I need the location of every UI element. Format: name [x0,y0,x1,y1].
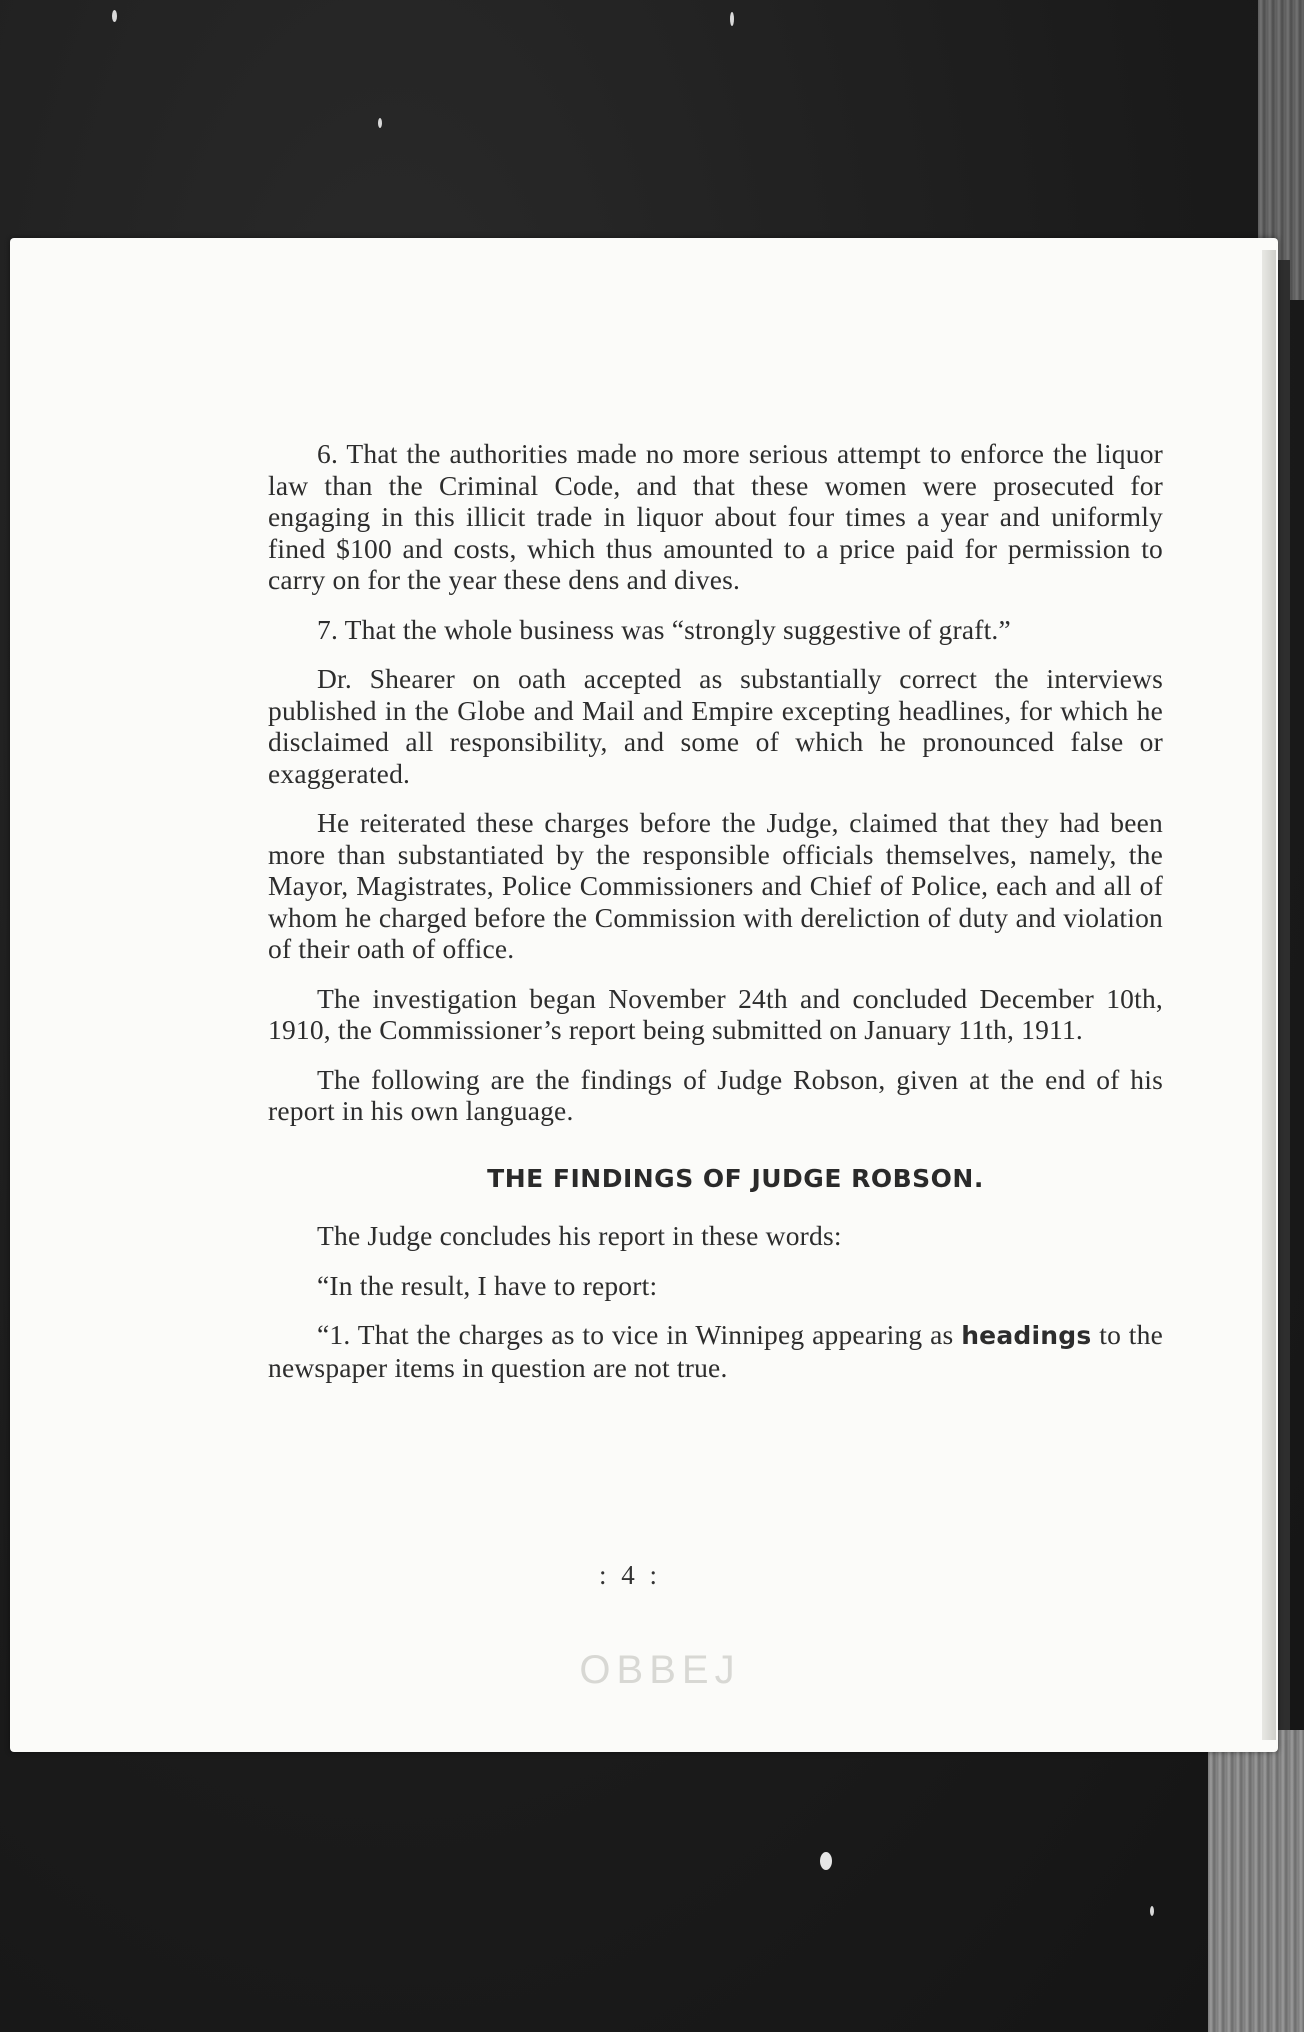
section-heading: THE FINDINGS OF JUDGE ROBSON. [487,1163,984,1193]
paragraph-item-7: 7. That the whole business was “strongly suggestive of graft.” [317,613,1011,645]
dust-speck [378,118,382,128]
paragraph-item-6: 6. That the authorities made no more serious attempt to enforce the liquor law than the Criminal Code, and that these women were prosecuted for engaging in this illicit trade in liquor about four times a year and uniformly fined $100 and costs, which thus amounted to a price paid for permission to carry on for the year these dens and dives. [268,438,1163,595]
book-binding-bottom [1208,1730,1304,2032]
finding-1-bold-word: headings [961,1321,1092,1350]
paragraph-investigation-dates: The investigation began November 24th and concluded December 10th, 1910, the Commissioner’s report being submitted on January 11th, 1911. [268,982,1163,1045]
paragraph-shearer-oath: Dr. Shearer on oath accepted as substantially correct the interviews published in the Globe and Mail and Empire excepting headlines, for which he disclaimed all responsibility, and some of which he pronounced false or exaggerated. [268,663,1163,789]
dust-speck [112,10,117,22]
dust-speck [1150,1906,1154,1916]
paragraph-judge-concludes: The Judge concludes his report in these words: [317,1220,842,1251]
paragraph-findings-intro: The following are the findings of Judge Robson, given at the end of his report in his own language. [268,1063,1163,1126]
finding-1-text-start: “1. That the charges as to vice in Winnipeg appearing as [317,1319,962,1350]
dust-speck [730,12,734,26]
paragraph-result-quote: “In the result, I have to report: [317,1269,658,1301]
page-text [268,438,1163,1401]
page-edge [1262,250,1276,1740]
paragraph-charges-reiterated: He reiterated these charges before the Judge, claimed that they had been more than substantiated by the responsible officials themselves, namely, the Mayor, Magistrates, Police Commissioners and Chief of Police, each and all of whom he charged before the Commission with dereliction of duty and violation of their oath of office. [268,807,1163,964]
paragraph-finding-1 [268,1319,1163,1383]
dust-speck [820,1852,832,1870]
bleed-through-text: OBBEJ [579,1648,741,1692]
finding-1-text-end: to the newspaper items in question are not true. [268,1319,1163,1383]
page-number: : 4 : [598,1560,661,1590]
